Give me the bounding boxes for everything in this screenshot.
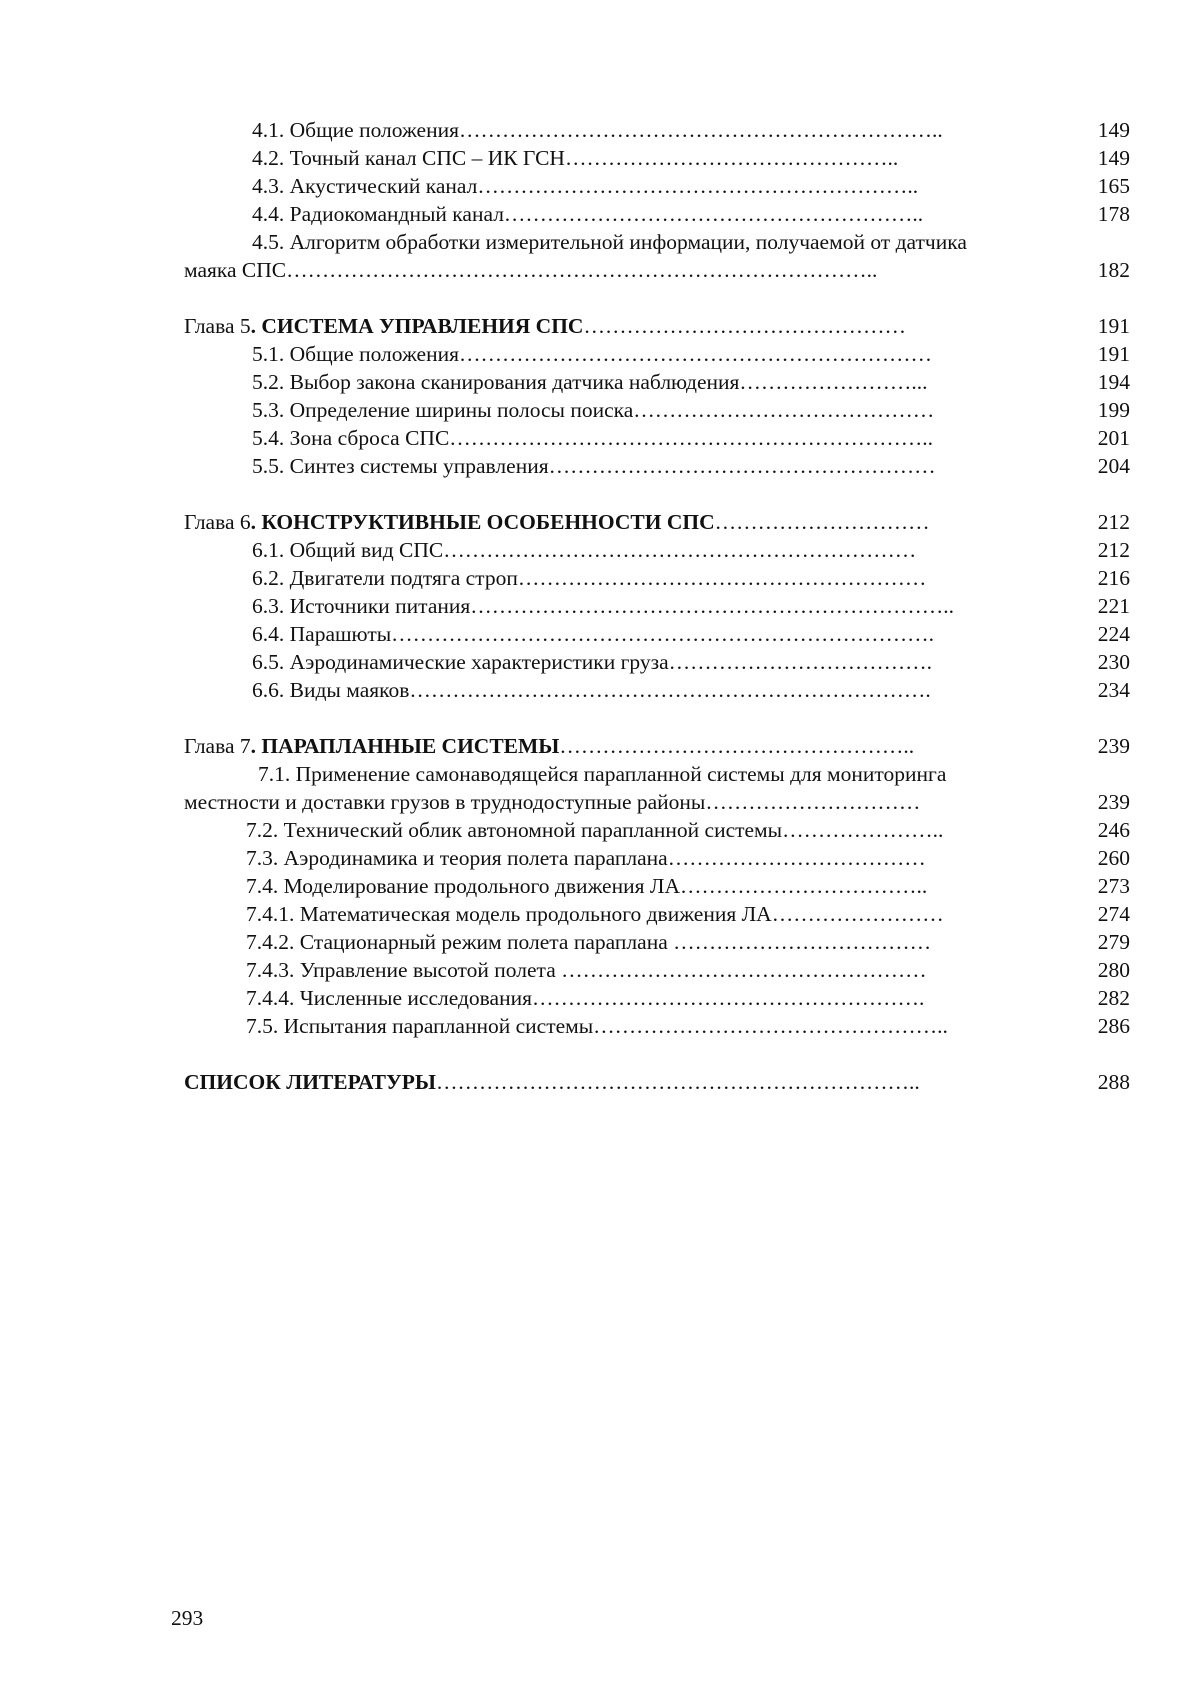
toc-page-number: 149 [1097,146,1130,170]
toc-entry-7-3 [184,844,1130,872]
toc-page-number: 178 [1097,202,1130,226]
chapter-heading [184,508,930,536]
toc-entry-7-4-2 [184,928,1130,956]
toc-page-number: 230 [1097,650,1130,674]
toc-entry-title: 7.4.1. Математическая модель продольного движения ЛА…………………… [246,902,944,926]
toc-entry-title: 7.4.4. Численные исследования………………………………………………. [246,986,925,1010]
toc-entry-title: 4.4. Радиокомандный канал………………………………………………….. [252,202,924,226]
toc-page-number: 191 [1097,342,1130,366]
toc-entry-title-continuation: местности и доставки грузов в труднодоступные районы………………………… [184,790,921,814]
toc-entry-7-4-4 [184,984,1130,1012]
toc-entry-4-5-line2 [184,256,1130,284]
toc-entry-title: 7.1. Применение самонаводящейся парапланной системы для мониторинга [258,762,947,786]
toc-entry-title: 5.5. Синтез системы управления……………………………………………… [252,454,936,478]
chapter-leader-dots: ………………………………………………………….. [436,1070,920,1094]
toc-page-number: 149 [1097,118,1130,142]
toc-entry-title-continuation: маяка СПС……………………………………………………………………….. [184,258,878,282]
toc-page-number: 204 [1097,454,1130,478]
toc-page-number: 216 [1097,566,1130,590]
spacer [184,704,1130,732]
toc-entry-title: 5.4. Зона сброса СПС………………………………………………………….. [252,426,934,450]
toc-entry-4-1 [184,116,1130,144]
chapter-title: . КОНСТРУКТИВНЫЕ ОСОБЕННОСТИ СПС [250,510,715,534]
toc-entry-title: 4.1. Общие положения………………………………………………………….. [252,118,943,142]
toc-page-number: 199 [1097,398,1130,422]
toc-page-number: 239 [1097,790,1130,814]
toc-entry-title: 7.2. Технический облик автономной парапланной системы………………….. [246,818,944,842]
toc-entry-4-5-line1 [184,228,1130,256]
chapter-title: . СИСТЕМА УПРАВЛЕНИЯ СПС [250,314,584,338]
chapter-leader-dots: ……………………………………… [583,314,906,338]
toc-entry-title: 6.6. Виды маяков………………………………………………………………. [252,678,931,702]
chapter-leader-dots: ………………………… [714,510,930,534]
toc-entry-6-6 [184,676,1130,704]
toc-entry-5-1 [184,340,1130,368]
toc-page-number: 286 [1097,1014,1130,1038]
toc-entry-5-2 [184,368,1130,396]
toc-entry-title: 7.4. Моделирование продольного движения ЛА…………………………….. [246,874,928,898]
toc-entry-title: 4.2. Точный канал СПС – ИК ГСН……………………………………….. [252,146,899,170]
toc-chapter-7 [184,732,1130,760]
chapter-leader-dots: ………………………………………….. [559,734,915,758]
toc-page-number: 201 [1097,426,1130,450]
toc-page-number: 221 [1097,594,1130,618]
toc-literature [184,1068,1130,1096]
toc-entry-6-4 [184,620,1130,648]
toc-entry-title: 6.2. Двигатели подтяга строп………………………………………………… [252,566,927,590]
toc-entry-7-4-1 [184,900,1130,928]
toc-page-number: 288 [1097,1070,1130,1094]
toc-page-number: 274 [1097,902,1130,926]
toc-entry-7-2 [184,816,1130,844]
toc-chapter-5 [184,312,1130,340]
toc-entry-4-4 [184,200,1130,228]
toc-page-number: 191 [1097,314,1130,338]
toc-entry-5-4 [184,424,1130,452]
toc-chapter-6 [184,508,1130,536]
toc-entry-7-1-line2 [184,788,1130,816]
toc-entry-title: 4.3. Акустический канал…………………………………………………….. [252,174,919,198]
toc-page-number: 234 [1097,678,1130,702]
chapter-prefix: Глава 5 [184,314,251,338]
toc-entry-title: 6.3. Источники питания………………………………………………………….. [252,594,955,618]
toc-page-number: 182 [1097,258,1130,282]
chapter-prefix: Глава 6 [184,510,251,534]
toc-page-number: 282 [1097,986,1130,1010]
footer-page-number: 293 [171,1606,204,1630]
toc-entry-6-3 [184,592,1130,620]
toc-entry-title: 6.4. Парашюты…………………………………………………………………. [252,622,935,646]
toc-page-number: 279 [1097,930,1130,954]
toc-entry-title: 5.2. Выбор закона сканирования датчика наблюдения……………………... [252,370,928,394]
toc-entry-7-4 [184,872,1130,900]
chapter-prefix: Глава 7 [184,734,251,758]
spacer [184,480,1130,508]
toc-page-number: 224 [1097,622,1130,646]
toc-page-number: 212 [1097,538,1130,562]
toc-entry-title: 7.4.3. Управление высотой полета …………………………………………… [246,958,927,982]
toc-entry-title: 7.3. Аэродинамика и теория полета параплана……………………………… [246,846,926,870]
toc-entry-title: 6.5. Аэродинамические характеристики груза………………………………. [252,650,933,674]
toc-entry-title: 5.3. Определение ширины полосы поиска…………………………………… [252,398,935,422]
chapter-heading [184,1068,920,1096]
toc-entry-7-4-3 [184,956,1130,984]
toc-entry-6-1 [184,536,1130,564]
toc-entry-title: 7.5. Испытания парапланной системы………………………………………….. [246,1014,948,1038]
toc-entry-6-2 [184,564,1130,592]
toc-entry-7-1-line1 [184,760,1130,788]
toc-entry-4-3 [184,172,1130,200]
toc-page-number: 194 [1097,370,1130,394]
toc-page-number: 239 [1097,734,1130,758]
toc-page-number: 260 [1097,846,1130,870]
toc-entry-title: 5.1. Общие положения………………………………………………………… [252,342,933,366]
toc-page-number: 246 [1097,818,1130,842]
literature-title: СПИСОК ЛИТЕРАТУРЫ [184,1070,436,1094]
chapter-heading [184,312,906,340]
toc-entry-title: 7.4.2. Стационарный режим полета параплана ……………………………… [246,930,932,954]
toc-page-number: 280 [1097,958,1130,982]
table-of-contents [184,116,1130,1096]
chapter-heading [184,732,914,760]
toc-page-number: 212 [1097,510,1130,534]
spacer [184,1040,1130,1068]
toc-page-number: 273 [1097,874,1130,898]
toc-entry-7-5 [184,1012,1130,1040]
spacer [184,284,1130,312]
toc-entry-4-2 [184,144,1130,172]
toc-entry-title: 6.1. Общий вид СПС………………………………………………………… [252,538,917,562]
toc-entry-6-5 [184,648,1130,676]
chapter-title: . ПАРАПЛАННЫЕ СИСТЕМЫ [250,734,560,758]
toc-entry-5-3 [184,396,1130,424]
toc-entry-title: 4.5. Алгоритм обработки измерительной информации, получаемой от датчика [252,230,967,254]
toc-entry-5-5 [184,452,1130,480]
toc-page-number: 165 [1097,174,1130,198]
